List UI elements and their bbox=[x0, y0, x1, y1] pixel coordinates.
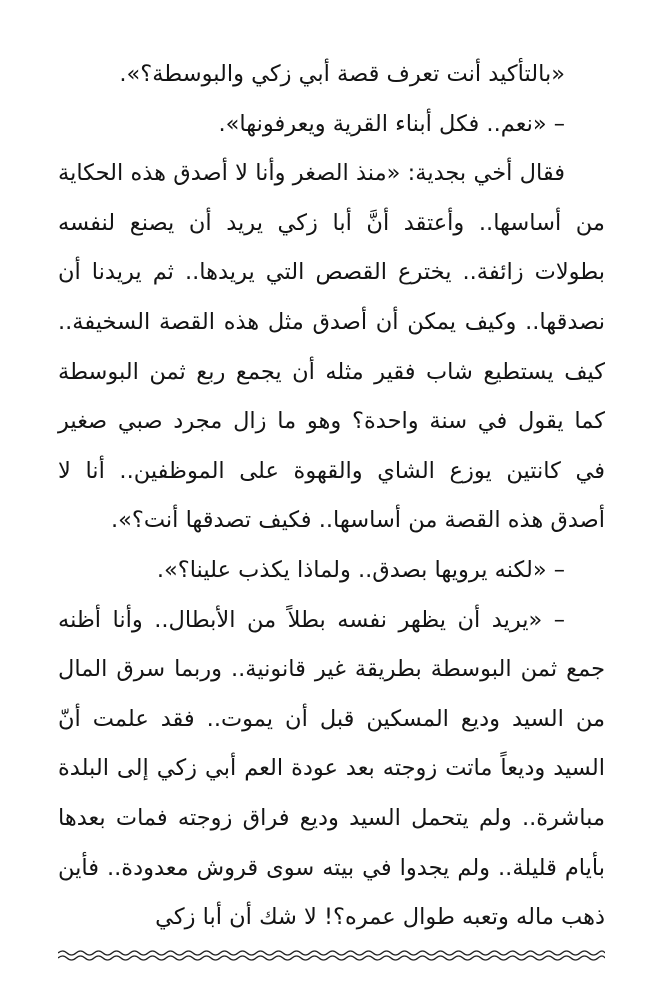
wavy-line-icon bbox=[58, 948, 605, 962]
paragraph-1: «بالتأكيد أنت تعرف قصة أبي زكي والبوسطة؟». bbox=[119, 61, 565, 87]
paragraph-3: فقال أخي بجدية: «منذ الصغر وأنا لا أصدق هذه الحكاية من أساسها.. وأعتقد أنَّ أبا زكي يريد أن يصنع لنفسه بطولات زائفة.. يخترع القصص التي يريدها.. ثم يريدنا أن نصدقها.. وكيف يمكن أن أصدق مثل هذه القصة السخيفة.. كيف يستطيع شاب فقير مثله أن يجمع ربع ثمن البوسطة كما يقول في سنة واحدة؟ وهو ما زال مجرد صبي صغير في كانتين يوزع الشاي والقهوة على الموظفين.. أنا لا أصدق هذه القصة من أساسها.. فكيف تصدقها أنت؟». bbox=[58, 160, 605, 534]
paragraph-4: – «لكنه يرويها بصدق.. ولماذا يكذب علينا؟». bbox=[156, 556, 565, 583]
book-page bbox=[58, 50, 605, 943]
paragraph-2: – «نعم.. فكل أبناء القرية ويعرفونها». bbox=[218, 110, 565, 137]
decorative-wavy-rule bbox=[58, 948, 605, 962]
paragraph-5: – «يريد أن يظهر نفسه بطلاً من الأبطال.. وأنا أظنه جمع ثمن البوسطة بطريقة غير قانونية.. وربما سرق المال من السيد وديع المسكين قبل أن يموت.. فقد علمت أنّ السيد وديعاً ماتت زوجته بعد عودة العم أبي زكي إلى البلدة مباشرة.. ولم يتحمل السيد وديع فراق زوجته فمات بعدها بأيام قليلة.. ولم يجدوا في بيته سوى قروش معدودة.. فأين ذهب ماله وتعبه طوال عمره؟! لا شك أن أبا زكي bbox=[58, 606, 605, 931]
